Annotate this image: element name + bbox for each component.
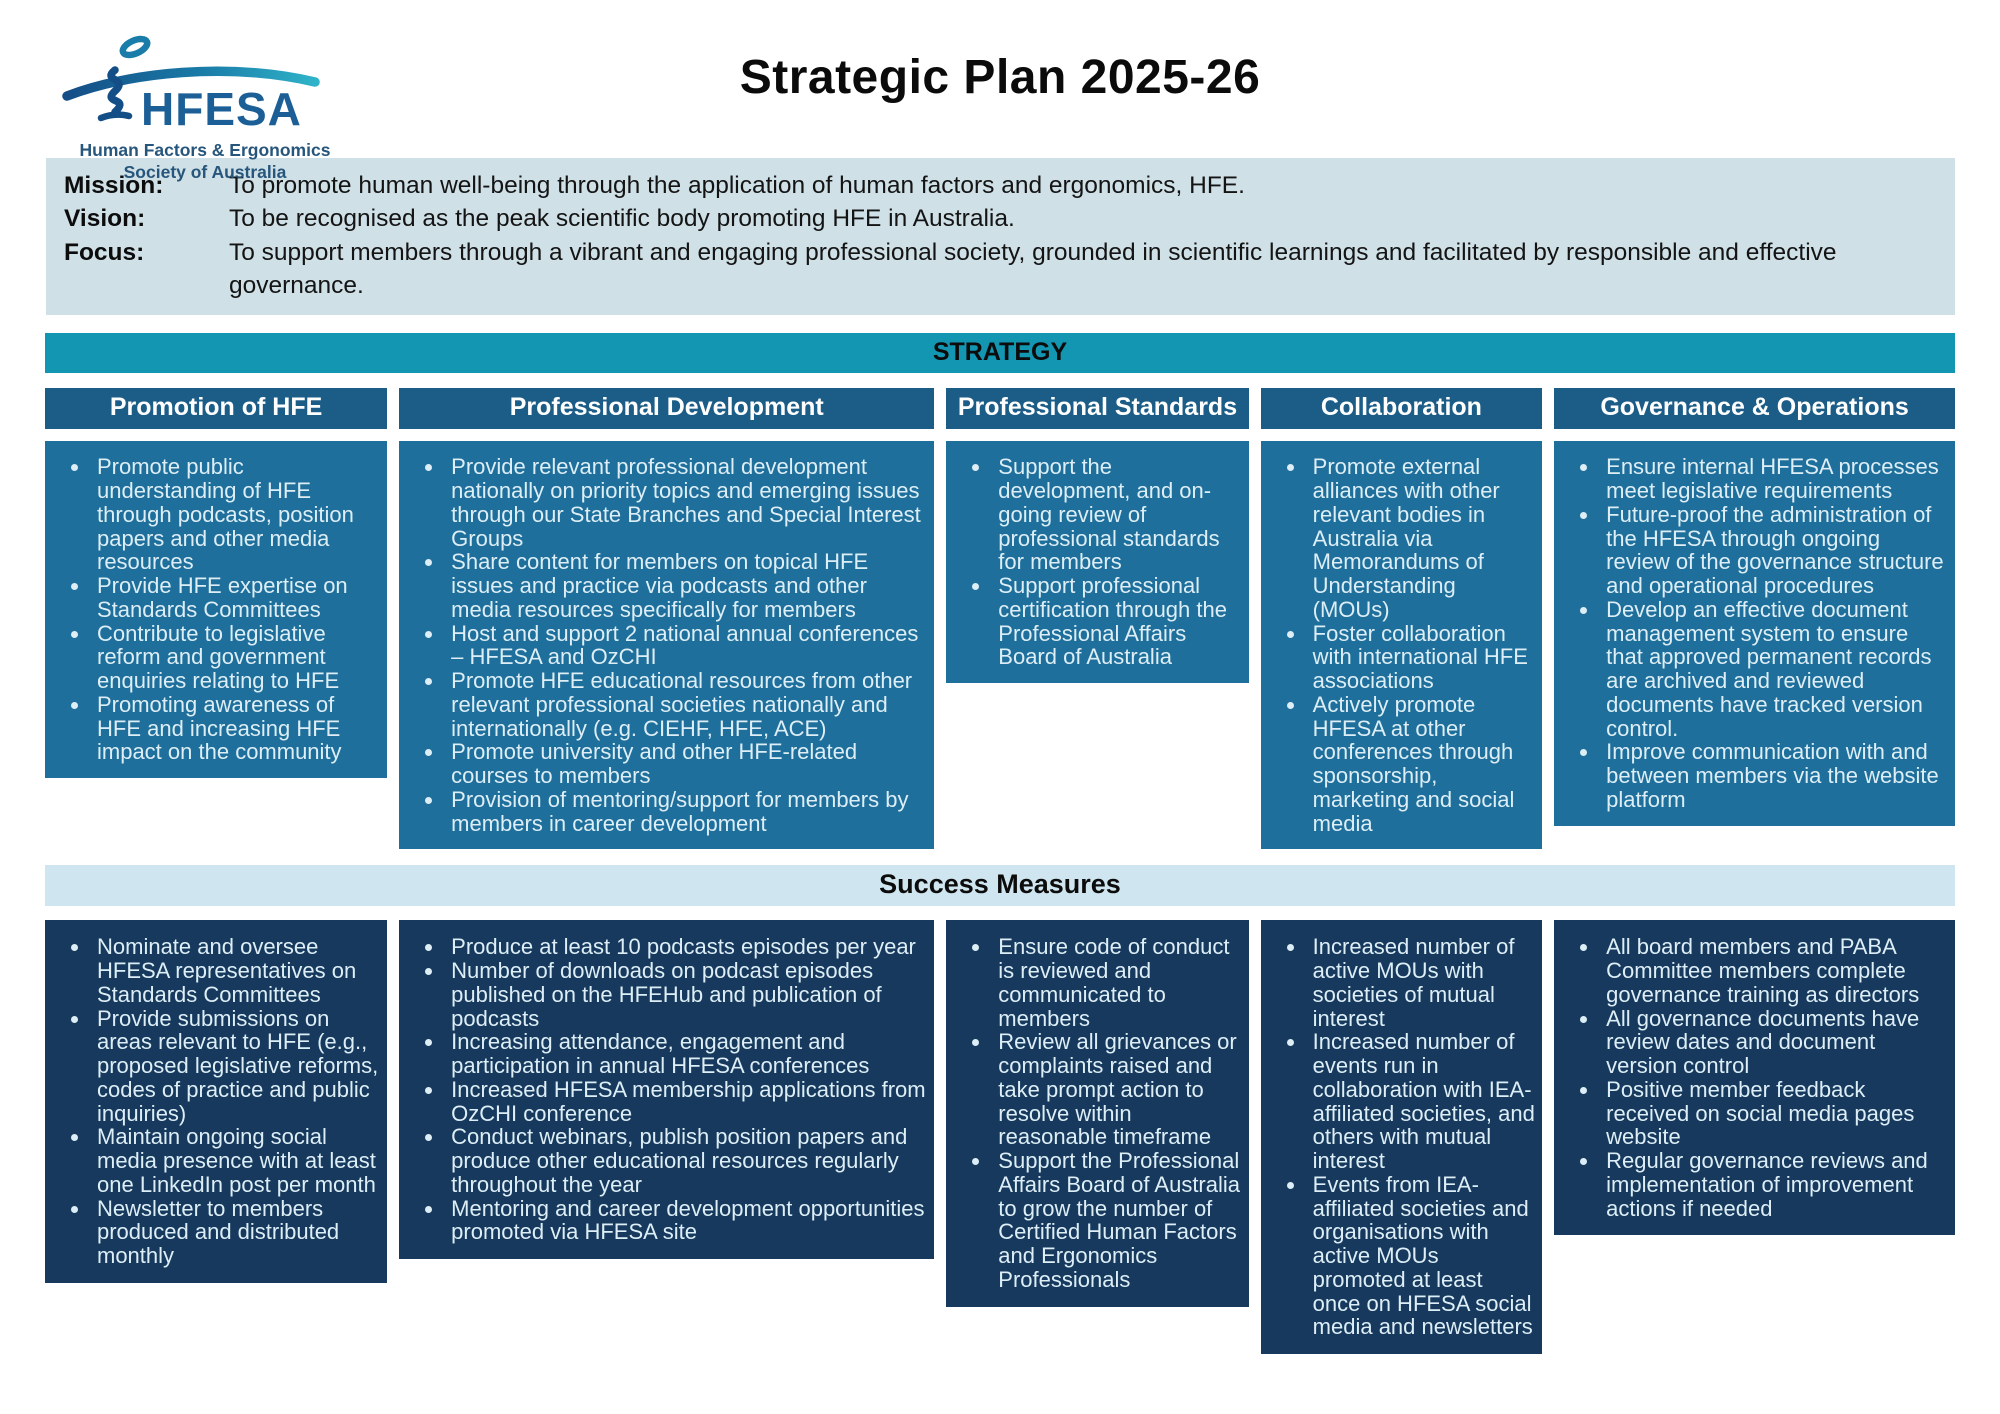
strategy-box-professional-standards bbox=[946, 441, 1248, 683]
column-header-collaboration: Collaboration bbox=[1261, 388, 1542, 429]
statement-text: To be recognised as the peak scientific body promoting HFE in Australia. bbox=[229, 205, 1015, 233]
success-measures-row bbox=[45, 920, 1955, 1354]
strategy-box-governance-operations bbox=[1554, 441, 1955, 825]
statement-text: To support members through a vibrant and engaging professional society, grounded in scientific learnings and facilitated by responsible and effective governance. bbox=[229, 238, 1837, 299]
column-header-governance-operations: Governance & Operations bbox=[1554, 388, 1955, 429]
statement-label: Mission: bbox=[64, 172, 164, 199]
statement-row-vision bbox=[64, 202, 1929, 235]
strategy-banner-label: STRATEGY bbox=[932, 338, 1068, 367]
strategy-item: • Support the development, and on-going review of professional standards for members bbox=[992, 455, 1242, 574]
success-item: • Increased HFESA membership applications from OzCHI conference bbox=[445, 1078, 928, 1126]
strategy-item: • Develop an effective document management system to ensure that approved permanent records are archived and reviewed documents have tracked version control. bbox=[1600, 598, 1949, 741]
success-item: • Newsletter to members produced and distributed monthly bbox=[91, 1197, 381, 1268]
strategy-list-governance-operations bbox=[1564, 455, 1949, 811]
strategy-item: • Promoting awareness of HFE and increasing HFE impact on the community bbox=[91, 693, 381, 764]
logo-tagline bbox=[55, 140, 355, 184]
success-measures-banner bbox=[45, 865, 1955, 906]
strategy-box-collaboration bbox=[1261, 441, 1542, 849]
strategy-item: • Promote external alliances with other relevant bodies in Australia via Memorandums of Understanding (MOUs) bbox=[1307, 455, 1536, 621]
statement-label: Vision: bbox=[64, 205, 146, 233]
success-item: • Produce at least 10 podcasts episodes per year bbox=[445, 935, 928, 959]
strategy-item: • Contribute to legislative reform and government enquiries relating to HFE bbox=[91, 622, 381, 693]
success-item: • Mentoring and career development opportunities promoted via HFESA site bbox=[445, 1197, 928, 1245]
success-list-professional-standards bbox=[956, 935, 1242, 1291]
strategy-row bbox=[45, 441, 1955, 849]
success-box-promotion-of-hfe bbox=[45, 920, 387, 1283]
strategy-list-collaboration bbox=[1271, 455, 1536, 835]
strategy-item: • Share content for members on topical HFE issues and practice via podcasts and other media resources specifically for members bbox=[445, 550, 928, 621]
strategy-item: • Improve communication with and between members via the website platform bbox=[1600, 740, 1949, 811]
success-list-collaboration bbox=[1271, 935, 1536, 1339]
success-item: • Regular governance reviews and implementation of improvement actions if needed bbox=[1600, 1149, 1949, 1220]
logo-acronym: HFESA bbox=[141, 83, 302, 135]
strategy-box-promotion-of-hfe bbox=[45, 441, 387, 778]
strategy-item: • Ensure internal HFESA processes meet legislative requirements bbox=[1600, 455, 1949, 503]
success-item: • Provide submissions on areas relevant to HFE (e.g., proposed legislative reforms, codes of practice and public inquiries) bbox=[91, 1007, 381, 1126]
strategy-item: • Foster collaboration with international HFE associations bbox=[1307, 622, 1536, 693]
strategy-item: • Support professional certification through the Professional Affairs Board of Australia bbox=[992, 574, 1242, 669]
strategy-list-promotion-of-hfe bbox=[55, 455, 381, 764]
page-title: Strategic Plan 2025-26 bbox=[739, 51, 1261, 104]
strategy-item: • Provision of mentoring/support for members by members in career development bbox=[445, 788, 928, 836]
success-item: • Increasing attendance, engagement and participation in annual HFESA conferences bbox=[445, 1030, 928, 1078]
strategy-list-professional-development bbox=[409, 455, 928, 835]
strategy-item: • Host and support 2 national annual conferences – HFESA and OzCHI bbox=[445, 622, 928, 670]
strategy-item: • Promote HFE educational resources from other relevant professional societies nationally and internationally (e.g. CIEHF, HFE, ACE) bbox=[445, 669, 928, 740]
success-list-professional-development bbox=[409, 935, 928, 1244]
column-headers-row bbox=[45, 388, 1955, 429]
column-header-promotion-of-hfe: Promotion of HFE bbox=[45, 388, 387, 429]
statement-row-focus bbox=[64, 236, 1929, 303]
strategy-item: • Future-proof the administration of the HFESA through ongoing review of the governance structure and operational procedures bbox=[1600, 503, 1949, 598]
success-item: • Increased number of active MOUs with societies of mutual interest bbox=[1307, 935, 1536, 1030]
success-item: • Increased number of events run in collaboration with IEA-affiliated societies, and others with mutual interest bbox=[1307, 1030, 1536, 1173]
statement-text: To promote human well-being through the application of human factors and ergonomics, HFE. bbox=[229, 172, 1245, 199]
strategy-item: • Provide HFE expertise on Standards Committees bbox=[91, 574, 381, 622]
success-item: • Events from IEA-affiliated societies and organisations with active MOUs promoted at least once on HFESA social media and newsletters bbox=[1307, 1173, 1536, 1339]
success-item: • Ensure code of conduct is reviewed and communicated to members bbox=[992, 935, 1242, 1030]
success-item: • Support the Professional Affairs Board of Australia to grow the number of Certified Human Factors and Ergonomics Professionals bbox=[992, 1149, 1242, 1292]
success-box-professional-standards bbox=[946, 920, 1248, 1306]
success-item: • Conduct webinars, publish position papers and produce other educational resources regularly throughout the year bbox=[445, 1125, 928, 1196]
strategy-box-professional-development bbox=[399, 441, 934, 849]
success-list-governance-operations bbox=[1564, 935, 1949, 1220]
page-header bbox=[0, 0, 2000, 182]
success-item: • All governance documents have review dates and document version control bbox=[1600, 1007, 1949, 1078]
success-item: • Number of downloads on podcast episodes published on the HFEHub and publication of podcasts bbox=[445, 959, 928, 1030]
strategy-item: • Provide relevant professional development nationally on priority topics and emerging issues through our State Branches and Special Interest Groups bbox=[445, 455, 928, 550]
strategy-item: • Actively promote HFESA at other conferences through sponsorship, marketing and social media bbox=[1307, 693, 1536, 836]
strategy-item: • Promote university and other HFE-related courses to members bbox=[445, 740, 928, 788]
column-header-professional-standards: Professional Standards bbox=[946, 388, 1248, 429]
success-item: • All board members and PABA Committee members complete governance training as directors bbox=[1600, 935, 1949, 1006]
strategy-item: • Promote public understanding of HFE through podcasts, position papers and other media resources bbox=[91, 455, 381, 574]
success-box-professional-development bbox=[399, 920, 934, 1259]
success-measures-banner-label: Success Measures bbox=[879, 869, 1121, 900]
statement-label: Focus: bbox=[64, 238, 145, 266]
success-box-collaboration bbox=[1261, 920, 1542, 1354]
success-item: • Review all grievances or complaints raised and take prompt action to resolve within reasonable timeframe bbox=[992, 1030, 1242, 1149]
success-list-promotion-of-hfe bbox=[55, 935, 381, 1268]
logo-tagline-line2: Society of Australia bbox=[123, 161, 287, 182]
strategy-banner bbox=[45, 333, 1955, 373]
success-item: • Nominate and oversee HFESA representatives on Standards Committees bbox=[91, 935, 381, 1006]
strategy-list-professional-standards bbox=[956, 455, 1242, 669]
success-item: • Positive member feedback received on social media pages website bbox=[1600, 1078, 1949, 1149]
success-item: • Maintain ongoing social media presence with at least one LinkedIn post per month bbox=[91, 1125, 381, 1196]
success-box-governance-operations bbox=[1554, 920, 1955, 1235]
logo-tagline-line1: Human Factors & Ergonomics bbox=[79, 140, 331, 160]
column-header-professional-development: Professional Development bbox=[399, 388, 934, 429]
